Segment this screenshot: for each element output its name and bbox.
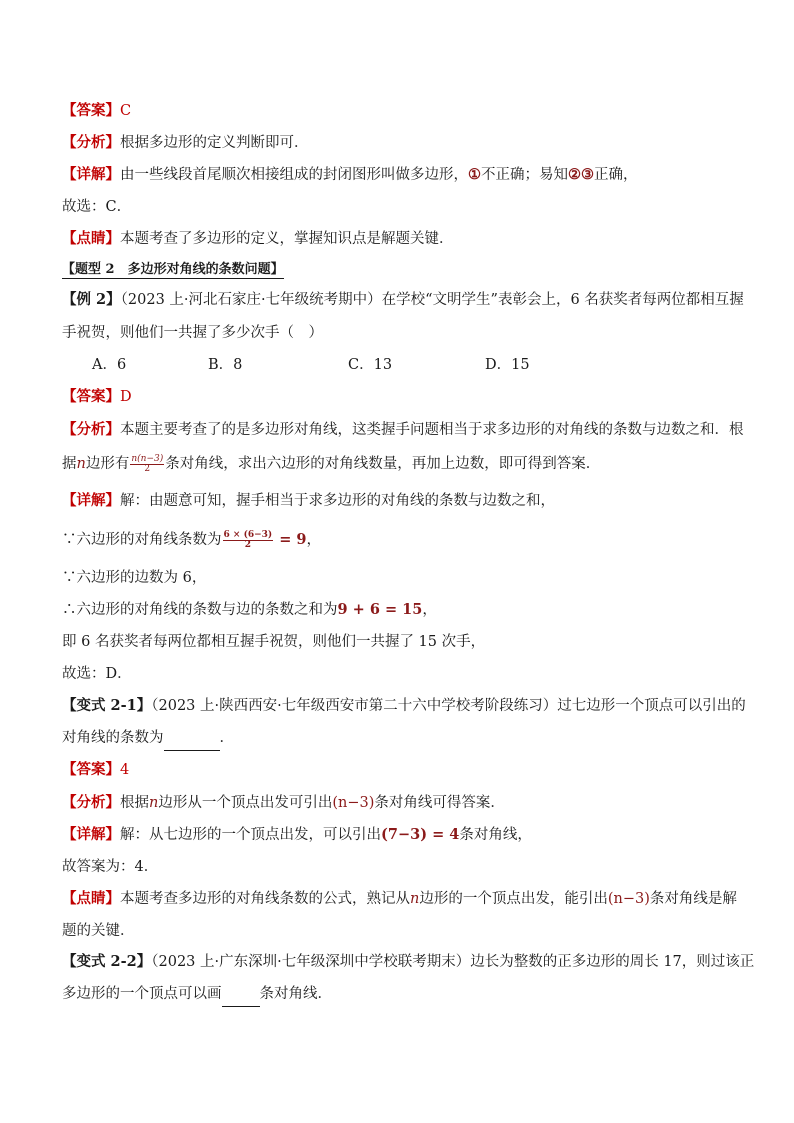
choose-text: 故选：D． <box>62 666 132 682</box>
analysis-text: 边形从一个顶点出发可引出 <box>158 795 333 811</box>
variant-text: ． <box>219 730 234 746</box>
analysis-tag: 【分析】 <box>62 794 120 811</box>
detail-line-1 <box>62 165 638 185</box>
example-tag: 【例 2】 <box>62 291 121 308</box>
example-text: 手祝贺，则他们一共握了多少次手（ ） <box>62 325 323 341</box>
answer-line-3 <box>62 760 129 780</box>
comment-tag: 【点睛】 <box>62 230 120 247</box>
math-expression: (7−3) = 4 <box>381 826 460 843</box>
option-label: B．8 <box>208 357 243 373</box>
math-expression: (n−3) <box>332 795 375 811</box>
option-label: D．15 <box>485 357 530 373</box>
option-c <box>348 355 392 375</box>
detail-tag: 【详解】 <box>62 826 120 843</box>
answer-tag: 【答案】 <box>62 388 120 405</box>
analysis-line-2b <box>62 454 600 474</box>
detail-text: 条对角线， <box>459 827 532 843</box>
comment-text: 本题考查了多边形的定义，掌握知识点是解题关键． <box>120 231 454 247</box>
detail-line-3 <box>62 825 532 845</box>
variant-text: 对角线的条数为 <box>62 730 164 746</box>
detail-text: 解：从七边形的一个顶点出发，可以引出 <box>120 827 381 843</box>
analysis-text: 据 <box>62 456 77 472</box>
example2-line-2 <box>62 323 323 343</box>
math-expression: (n−3) <box>607 891 650 907</box>
detail-tag: 【详解】 <box>62 166 120 183</box>
analysis-text: 条对角线，求出六边形的对角线数量，再加上边数，即可得到答案． <box>165 456 601 472</box>
analysis-text: 边形有 <box>85 456 130 472</box>
detail-text: 不正确；易知 <box>481 167 568 183</box>
analysis-line-1 <box>62 133 309 153</box>
answer-tag: 【答案】 <box>62 761 120 778</box>
analysis-text: 条对角线可得答案． <box>374 795 505 811</box>
detail-tag: 【详解】 <box>62 492 120 509</box>
variant-text: 多边形的一个顶点可以画 <box>62 986 222 1002</box>
comment-line-1 <box>62 229 454 249</box>
math-n: n <box>149 795 159 811</box>
math-expression: 9 + 6 = 15 <box>337 601 423 618</box>
comment-line-2 <box>62 889 737 909</box>
step-text: ∴六边形的对角线的条数与边的条数之和为 <box>62 602 338 618</box>
detail-text: 正确， <box>594 167 638 183</box>
option-b <box>208 355 242 375</box>
variant-text: （2023 上·广东深圳·七年级深圳中学校联考期末）边长为整数的正多边形的周长 17，则过该正 <box>151 954 755 970</box>
detail-text: 由一些线段首尾顺次相接组成的封闭图形叫做多边形， <box>120 167 468 183</box>
fraction-denominator: 2 <box>144 463 151 474</box>
variant-tag: 【变式 2-2】 <box>62 953 152 970</box>
variant21-line-1 <box>62 696 746 716</box>
answer-conclusion: 故答案为：4． <box>62 859 159 875</box>
comment-text: 题的关键． <box>62 923 135 939</box>
step-text: ∵六边形的对角线条数为 <box>62 532 222 548</box>
answer-conclusion-line <box>62 857 158 877</box>
variant22-line-2 <box>62 984 332 1007</box>
analysis-text: 根据多边形的定义判断即可． <box>120 135 309 151</box>
fraction <box>130 455 164 474</box>
fraction-numerator: n(n−3) <box>131 453 164 464</box>
answer-line-1 <box>62 101 131 121</box>
comment-tag: 【点睛】 <box>62 890 120 907</box>
option-label: A．6 <box>92 357 127 373</box>
answer-tag: 【答案】 <box>62 102 120 119</box>
answer-value: C <box>120 103 132 119</box>
conclusion-line <box>62 632 485 652</box>
circle-number: ②③ <box>568 166 594 183</box>
answer-line-2 <box>62 387 132 407</box>
variant-text: 条对角线． <box>259 986 332 1002</box>
step-text: ， <box>422 602 437 618</box>
comment-text: 条对角线是解 <box>649 891 737 907</box>
analysis-text: 本题主要考查了的是多边形对角线，这类握手问题相当于求多边形的对角线的条数与边数之和．根 <box>120 422 744 438</box>
detail-line-2 <box>62 491 555 511</box>
answer-value: 4 <box>120 762 130 778</box>
variant-tag: 【变式 2-1】 <box>62 697 152 714</box>
fraction-numerator: 6 × (6−3) <box>223 529 273 540</box>
comment-text: 本题考查多边形的对角线条数的公式，熟记从 <box>120 891 410 907</box>
analysis-tag: 【分析】 <box>62 134 120 151</box>
step-line-3 <box>62 600 437 620</box>
choose-line-2 <box>62 664 132 684</box>
variant-text: （2023 上·陕西西安·七年级西安市第二十六中学校考阶段练习）过七边形一个顶点可以引出的 <box>151 698 746 714</box>
answer-blank[interactable] <box>222 986 260 1007</box>
option-d <box>485 355 530 375</box>
step-line-1 <box>62 530 321 550</box>
answer-value: D <box>120 389 132 405</box>
choose-line-1 <box>62 197 131 217</box>
example-text: （2023 上·河北石家庄·七年级统考期中）在学校“文明学生”表彰会上，6 名获奖者每两位都相互握 <box>120 292 744 308</box>
circle-number: ① <box>468 166 481 183</box>
choose-text: 故选：C． <box>62 199 132 215</box>
analysis-tag: 【分析】 <box>62 421 120 438</box>
conclusion-text: 即 6 名获奖者每两位都相互握手祝贺，则他们一共握了 15 次手， <box>62 634 486 650</box>
example2-line-1 <box>62 290 744 310</box>
analysis-line-3 <box>62 793 505 813</box>
option-label: C．13 <box>348 357 393 373</box>
variant22-line-1 <box>62 952 754 972</box>
comment-line-2b <box>62 921 135 941</box>
math-n: n <box>410 891 420 907</box>
analysis-line-2 <box>62 420 744 440</box>
fraction-denominator: 2 <box>244 539 251 550</box>
fraction <box>223 531 274 550</box>
math-expression: = 9 <box>274 531 307 548</box>
detail-text: 解：由题意可知，握手相当于求多边形的对角线的条数与边数之和， <box>120 493 555 509</box>
variant21-line-2 <box>62 728 234 751</box>
math-n: n <box>76 456 86 472</box>
comment-text: 边形的一个顶点出发，能引出 <box>419 891 608 907</box>
answer-blank[interactable] <box>164 730 220 751</box>
step-text: ∵六边形的边数为 6， <box>62 570 207 586</box>
option-a <box>92 355 126 375</box>
step-line-2 <box>62 568 206 588</box>
step-text: ， <box>306 532 321 548</box>
analysis-text: 根据 <box>120 795 149 811</box>
section-header <box>62 261 284 279</box>
section-title: 【题型 2 多边形对角线的条数问题】 <box>62 262 284 277</box>
